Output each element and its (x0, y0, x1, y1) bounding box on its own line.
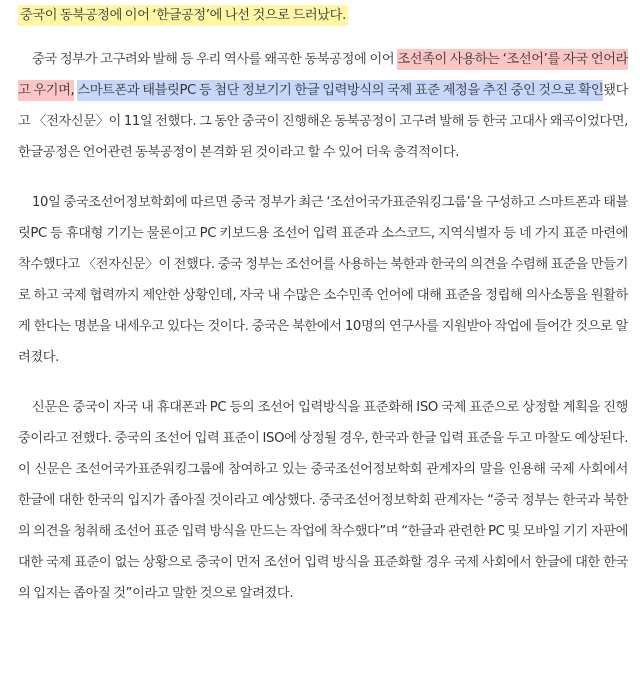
highlight-blue: 스마트폰과 태블릿PC 등 첨단 정보기기 한글 입력방식의 국제 표준 제정을 추진 중인 것으로 확인 (77, 80, 603, 101)
paragraph-3: 신문은 중국이 자국 내 휴대폰과 PC 등의 조선어 입력방식을 표준화해 ISO 국제 표준으로 상정할 계획을 진행중이라고 전했다. 중국의 조선어 입력 표준이 ISO에 상정될 경우, 한국과 한글 입력 표준을 두고 마찰도 예상된다. 이 신문은 조선어국가표준워킹그룹에 참여하고 있는 중국조선어정보학회 관계자의 말을 인용해 국제 사회에서 한글에 대한 한국의 입지가 좁아질 것이라고 예상했다. 중국조선어정보학회 관계자는 “중국 정부는 한국과 북한의 의견을 청취해 조선어 표준 입력 방식을 만드는 작업에 착수했다”며 “한글과 관련한 PC 및 모바일 기기 자판에 대한 국제 표준이 없는 상황으로 중국이 먼저 조선어 입력 방식을 표준화할 경우 국제 사회에서 한글에 대한 한국의 입지는 좁아질 것”이라고 말한 것으로 알려졌다. (18, 400, 628, 601)
paragraph-1 (18, 44, 628, 168)
intro-paragraph (18, 0, 628, 31)
paragraph-1-text-end: 됐다고 〈전자신문〉이 11일 전했다. 그 동안 중국이 진행해온 동북공정이 고구려 발해 등 한국 고대사 왜곡이었다면, 한글공정은 언어관련 동북공정이 본격화 된 것이라고 할 수 있어 더욱 충격적이다. (18, 83, 628, 160)
highlight-yellow: 중국이 동북공정에 이어 ‘한글공정’에 나선 것으로 드러났다. (18, 5, 348, 26)
highlight-red: 조선족이 사용하는 ‘조선어’를 자국 언어라고 우기며, (18, 49, 628, 101)
paragraph-2: 10일 중국조선어정보학회에 따르면 중국 정부가 최근 ‘조선어국가표준워킹그룹’을 구성하고 스마트폰과 태블릿PC 등 휴대형 기기는 물론이고 PC 키보드용 조선어 입력 표준과 소스코드, 지역식별자 등 네 가지 표준 마련에 착수했다고 〈전자신문〉이 전했다. 중국 정부는 조선어를 사용하는 북한과 한국의 의견을 수렴해 표준을 만들기로 하고 국제 협력까지 제안한 상황인데, 자국 내 수많은 소수민족 언어에 대해 표준을 정립해 의사소통을 원활하게 한다는 명분을 내세우고 있다는 것이다. 중국은 북한에서 10명의 연구사를 지원받아 작업에 들어간 것으로 알려졌다. (18, 195, 628, 365)
paragraph-1-text-start: 중국 정부가 고구려와 발해 등 우리 역사를 왜곡한 동북공정에 이어 (32, 52, 398, 67)
